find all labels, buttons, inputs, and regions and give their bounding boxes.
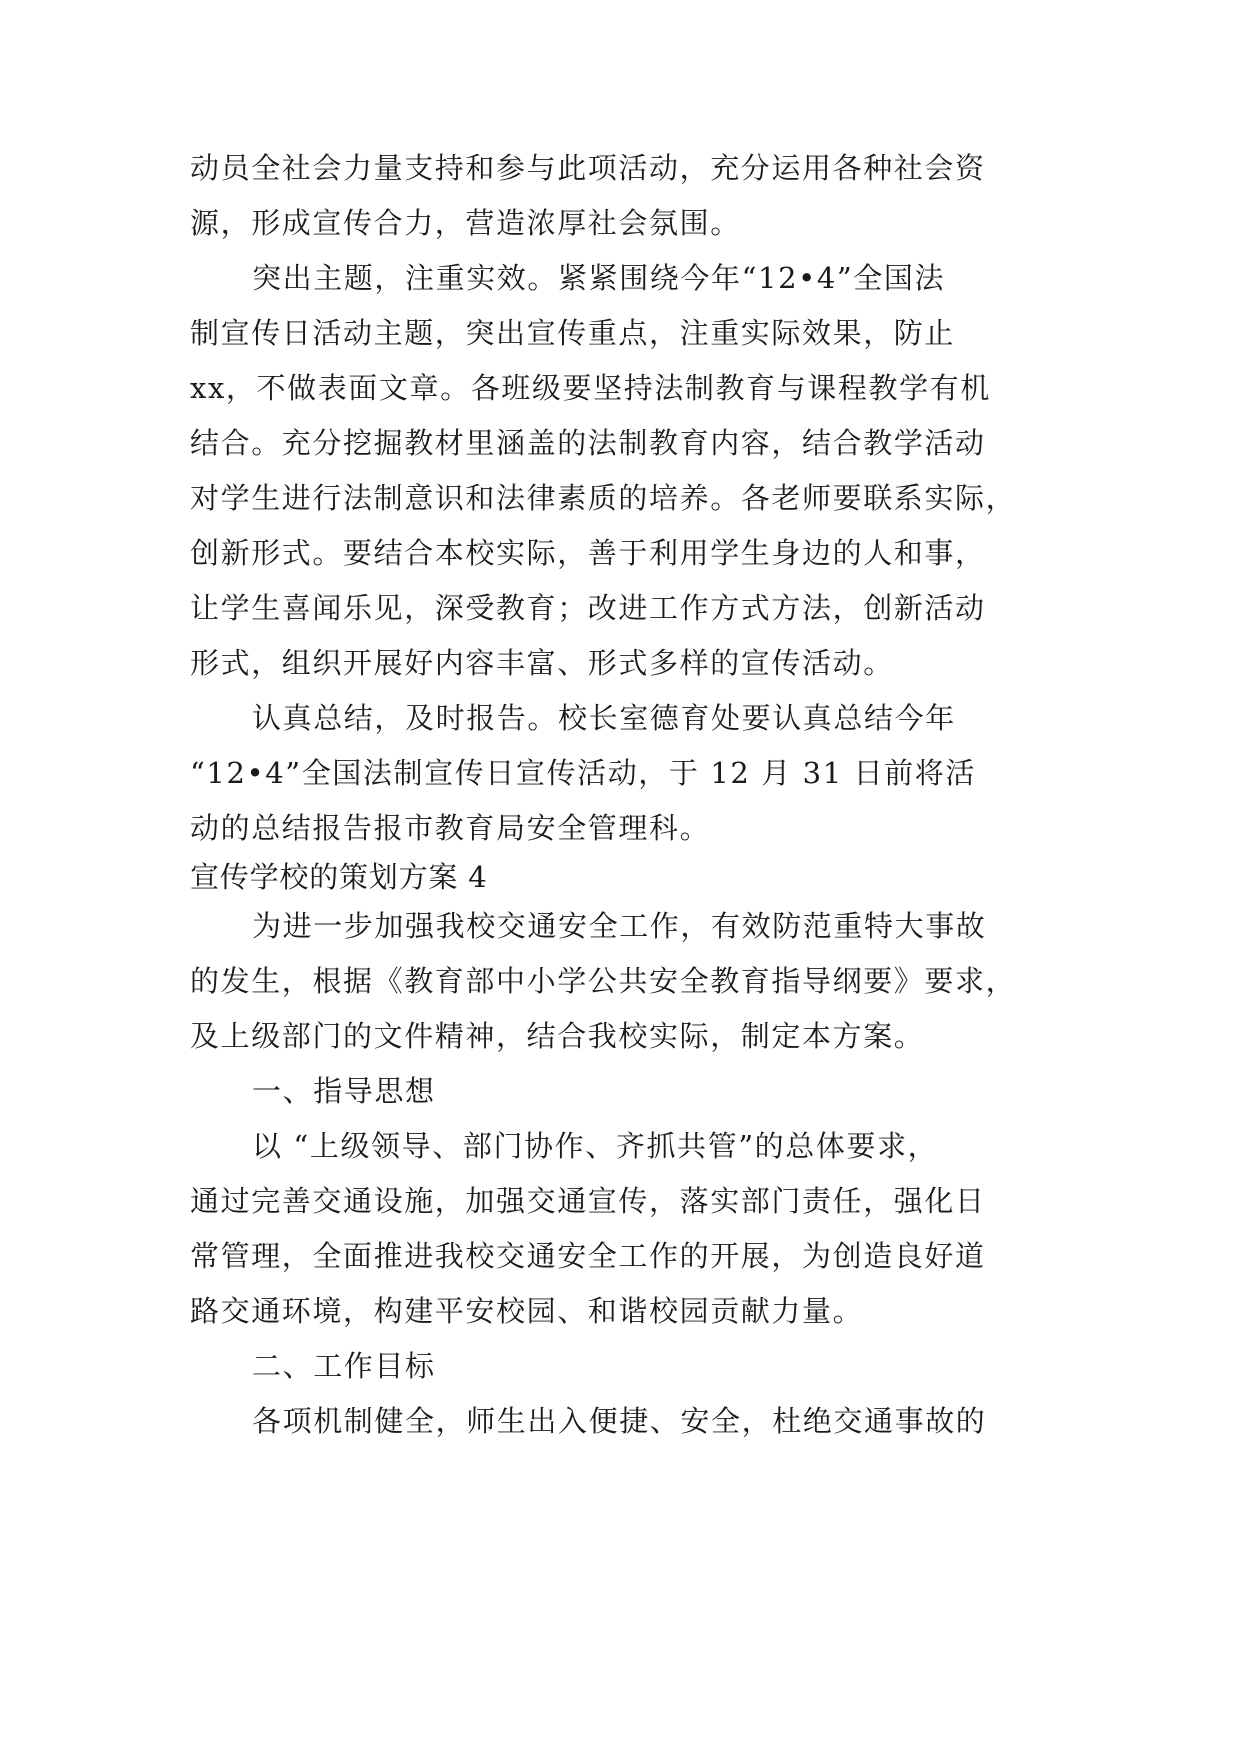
paragraph-line: 制宣传日活动主题，突出宣传重点，注重实际效果，防止: [190, 316, 956, 350]
paragraph-line: 通过完善交通设施，加强交通宣传，落实部门责任，强化日: [190, 1184, 986, 1218]
paragraph-line: “12•4”全国法制宣传日宣传活动，于 12 月 31 日前将活: [190, 756, 976, 790]
section-heading: 二、工作目标: [252, 1349, 436, 1383]
paragraph-line: 对学生进行法制意识和法律素质的培养。各老师要联系实际，: [190, 481, 1017, 515]
paragraph-line: 各项机制健全，师生出入便捷、安全，杜绝交通事故的: [252, 1404, 987, 1438]
paragraph-line: 常管理，全面推进我校交通安全工作的开展，为创造良好道: [190, 1239, 986, 1273]
paragraph-line: 以 “上级领导、部门协作、齐抓共管”的总体要求，: [252, 1129, 939, 1163]
paragraph-line: 认真总结，及时报告。校长室德育处要认真总结今年: [252, 701, 956, 735]
section-heading: 一、指导思想: [252, 1074, 436, 1108]
paragraph-line: xx，不做表面文章。各班级要坚持法制教育与课程教学有机: [190, 371, 991, 405]
section-title: 宣传学校的策划方案 4: [190, 860, 488, 894]
paragraph-line: 源，形成宣传合力，营造浓厚社会氛围。: [190, 206, 741, 240]
paragraph-line: 路交通环境，构建平安校园、和谐校园贡献力量。: [190, 1294, 864, 1328]
paragraph-line: 突出主题，注重实效。紧紧围绕今年“12•4”全国法: [252, 261, 946, 295]
paragraph-line: 为进一步加强我校交通安全工作，有效防范重特大事故: [252, 909, 987, 943]
paragraph-line: 让学生喜闻乐见，深受教育；改进工作方式方法，创新活动: [190, 591, 986, 625]
paragraph-line: 形式，组织开展好内容丰富、形式多样的宣传活动。: [190, 646, 894, 680]
paragraph-line: 的发生，根据《教育部中小学公共安全教育指导纲要》要求，: [190, 964, 1017, 998]
paragraph-line: 及上级部门的文件精神，结合我校实际，制定本方案。: [190, 1019, 925, 1053]
paragraph-line: 结合。充分挖掘教材里涵盖的法制教育内容，结合教学活动: [190, 426, 986, 460]
paragraph-line: 动的总结报告报市教育局安全管理科。: [190, 811, 711, 845]
paragraph-line: 动员全社会力量支持和参与此项活动，充分运用各种社会资: [190, 151, 986, 185]
paragraph-line: 创新形式。要结合本校实际，善于利用学生身边的人和事，: [190, 536, 986, 570]
